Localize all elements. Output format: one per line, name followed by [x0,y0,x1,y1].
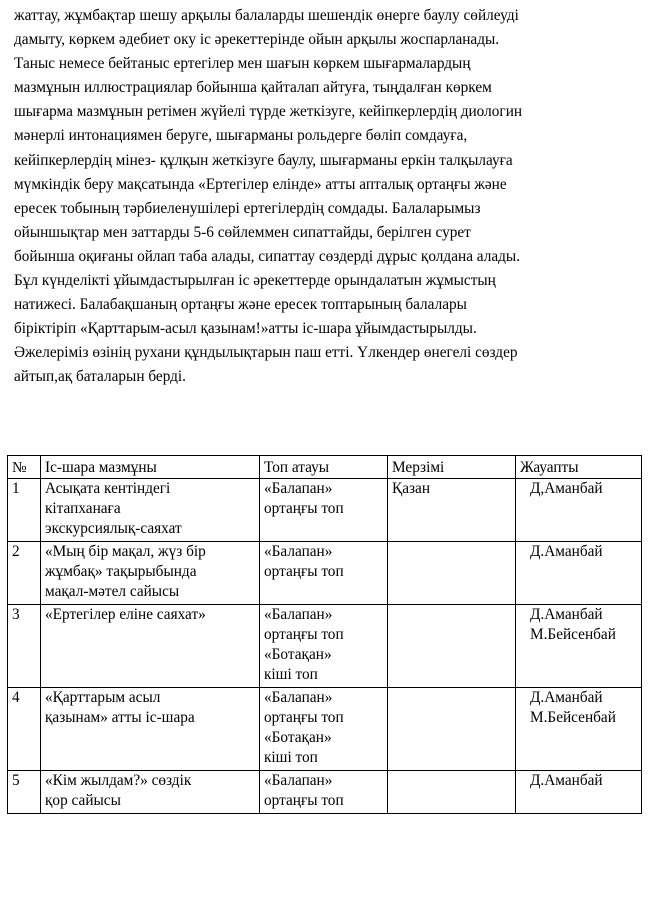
cell-event-content-line: экскурсиялық-саяхат [45,520,182,537]
cell-number: 2 [8,542,41,605]
cell-event-content-line: «Ертегілер еліне саяхат» [45,606,206,623]
header-responsible: Жауапты [516,456,642,479]
cell-group-name [260,688,388,771]
table-body [8,479,642,814]
cell-group-name-line: «Балапан» [264,480,333,497]
cell-responsible-line: М.Бейсенбай [530,626,616,643]
cell-group-name-line: «Балапан» [264,689,333,706]
cell-date [388,605,516,688]
cell-event-content-line: жұмбақ» тақырыбында [45,563,197,580]
paragraph-line: ересек тобының тәрбиеленушілері ертегілердің сомдады. Балаларымыз [14,199,481,217]
paragraph-line: Бұл күнделікті ұйымдастырылған іс әрекеттерде орындалатын жұмыстың [14,272,496,290]
cell-event-content [41,542,260,605]
cell-group-name-line: ортаңғы топ [264,500,344,517]
table-header-row [8,456,642,479]
cell-event-content-line: мақал-мәтел сайысы [45,583,180,600]
cell-responsible-line: Д.Аманбай [530,606,603,623]
cell-event-content-line: Асықата кентіндегі [45,480,171,497]
cell-event-content-line: «Қарттарым асыл [45,689,161,706]
paragraph-line: Әжелеріміз өзінің рухани құндылықтарын паш етті. Үлкендер өнегелі сөздер [14,344,518,362]
cell-event-content [41,605,260,688]
cell-event-content-line: қор сайысы [45,792,121,809]
cell-event-content-line: кітапханаға [45,500,121,517]
cell-event-content [41,688,260,771]
cell-number: 4 [8,688,41,771]
cell-number: 1 [8,479,41,542]
paragraph-line: мәнерлі интонациямен беруге, шығарманы рольдерге бөліп сомдауға, [14,127,468,145]
cell-event-content [41,771,260,814]
cell-group-name [260,605,388,688]
paragraph-line: натижесі. Балабақшаның ортаңғы және ересек топтарының балалары [14,296,467,314]
cell-group-name [260,771,388,814]
cell-event-content-line: «Мың бір мақал, жүз бір [45,543,206,560]
cell-group-name-line: «Ботақан» [264,729,332,746]
cell-responsible-line: Д.Аманбай [530,772,603,789]
paragraph-line: шығарма мазмұнын ретімен жүйелі түрде жеткізуге, кейіпкерлердің диологин [14,103,523,121]
cell-date [388,688,516,771]
cell-group-name [260,479,388,542]
cell-event-content-line: қазынам» атты іс-шара [45,709,195,726]
cell-responsible-line: Д.Аманбай [530,689,603,706]
cell-responsible [516,771,642,814]
cell-date [388,542,516,605]
cell-group-name-line: ортаңғы топ [264,709,344,726]
cell-responsible-line: М.Бейсенбай [530,709,616,726]
cell-group-name-line: кіші топ [264,749,318,766]
paragraph-line: мүмкіндік беру мақсатында «Ертегілер елінде» атты апталық ортаңғы және [14,175,507,193]
paragraph-line: мазмұнын иллюстрациялар бойынша қайталап айтуға, тыңдалған көркем [14,79,492,97]
header-event-content: Іс-шара мазмұны [41,456,260,479]
cell-date-line: Қазан [392,480,431,497]
cell-responsible [516,479,642,542]
cell-date [388,771,516,814]
table-row [8,771,642,814]
cell-responsible [516,542,642,605]
cell-group-name-line: ортаңғы топ [264,792,344,809]
table-row [8,542,642,605]
body-paragraph [14,4,640,390]
events-table [7,455,642,814]
cell-number: 3 [8,605,41,688]
paragraph-line: бойынша оқиғаны ойлап таба алады, сипаттау сөздерді дұрыс қолдана алады. [14,247,521,265]
paragraph-line: біріктіріп «Қарттарым-асыл қазынам!»атты іс-шара ұйымдастырылды. [14,320,477,338]
cell-number: 5 [8,771,41,814]
paragraph-line: ойыншықтар мен заттарды 5-6 сөйлеммен сипаттайды, берілген сурет [14,223,471,241]
cell-responsible [516,605,642,688]
header-date: Мерзімі [388,456,516,479]
cell-group-name-line: ортаңғы топ [264,563,344,580]
cell-event-content [41,479,260,542]
paragraph-line: дамыту, көркем әдебиет оку іс әрекеттерінде ойын арқылы жоспарланады. [14,31,500,49]
cell-group-name-line: «Балапан» [264,543,333,560]
cell-group-name-line: «Ботақан» [264,646,332,663]
cell-event-content-line: «Кім жылдам?» сөздік [45,772,192,789]
header-number: № [8,456,41,479]
cell-responsible [516,688,642,771]
paragraph-line: жаттау, жұмбақтар шешу арқылы балаларды шешендік өнерге баулу сөйлеуді [14,7,519,24]
table-row [8,605,642,688]
cell-group-name-line: ортаңғы топ [264,626,344,643]
table-row [8,479,642,542]
paragraph-line: кейіпкерлердің мінез- құлқын жеткізуге баулу, шығарманы еркін талқылауға [14,151,513,169]
cell-responsible-line: Д,Аманбай [530,480,603,497]
paragraph-line: Таныс немесе бейтаныс ертегілер мен шағын көркем шығармалардың [14,55,471,73]
table-row [8,688,642,771]
cell-group-name-line: «Балапан» [264,606,333,623]
cell-responsible-line: Д.Аманбай [530,543,603,560]
paragraph-line: айтып,ақ баталарын берді. [14,368,187,386]
cell-group-name-line: кіші топ [264,666,318,683]
cell-date [388,479,516,542]
cell-group-name-line: «Балапан» [264,772,333,789]
cell-group-name [260,542,388,605]
header-group-name: Топ атауы [260,456,388,479]
